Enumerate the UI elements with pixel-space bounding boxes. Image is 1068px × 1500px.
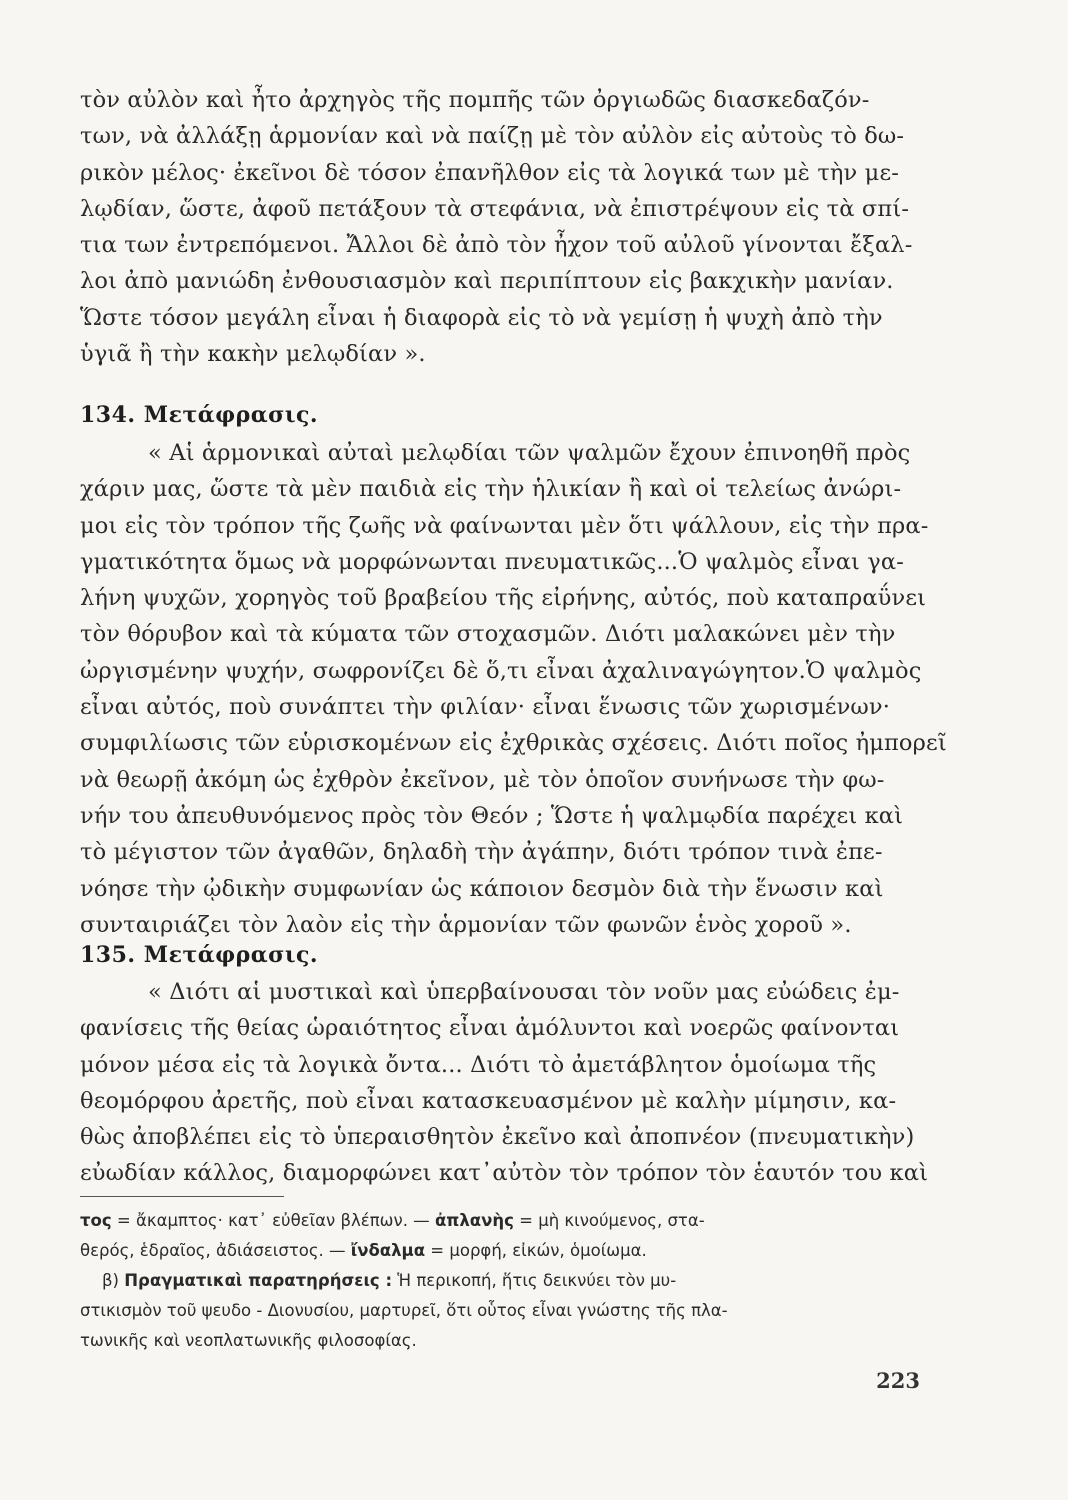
- text-line: εἶναι αὐτός, ποὺ συνάπτει τὴν φιλίαν· εἶναι ἕνωσις τῶν χωρισμένων·: [80, 694, 891, 721]
- text-line: φανίσεις τῆς θείας ὡραιότητος εἶναι ἀμόλυντοι καὶ νοερῶς φαίνονται: [80, 1015, 900, 1042]
- footnote-divider: [80, 1196, 284, 1197]
- text-line: τὸν αὐλὸν καὶ ἦτο ἀρχηγὸς τῆς πομπῆς τῶν ὀργιωδῶς διασκεδαζόν-: [80, 87, 870, 113]
- text-line: λῳδίαν, ὥστε, ἀφοῦ πετάξουν τὰ στεφάνια, νὰ ἐπιστρέψουν εἰς τὰ σπί-: [80, 195, 910, 222]
- text-line: « Διότι αἱ μυστικαὶ καὶ ὑπερβαίνουσαι τὸν νοῦν μας εὐώδεις ἐμ-: [148, 979, 900, 1005]
- text-line: νὰ θεωρῇ ἀκόμη ὡς ἐχθρὸν ἐκεῖνον, μὲ τὸν ὁποῖον συνήνωσε τὴν φω-: [80, 766, 885, 793]
- text-line: ρικὸν μέλος· ἐκεῖνοι δὲ τόσον ἐπανῆλθον εἰς τὰ λογικά των μὲ τὴν με-: [80, 159, 900, 186]
- text-line: « Αἱ ἁρμονικαὶ αὐταὶ μελῳδίαι τῶν ψαλμῶν ἔχουν ἐπινοηθῆ πρὸς: [148, 440, 911, 466]
- text-line: μοι εἰς τὸν τρόπον τῆς ζωῆς νὰ φαίνωνται μὲν ὅτι ψάλλουν, εἰς τὴν πρα-: [80, 512, 929, 539]
- text-line: γματικότητα ὅμως νὰ μορφώνωνται πνευματικῶς...Ὁ ψαλμὸς εἶναι γα-: [80, 548, 905, 575]
- section-135-heading: 135. Μετάφρασις.: [80, 942, 319, 968]
- footnote-term: ἴνδαλμα: [350, 1241, 426, 1260]
- text-line: λήνη ψυχῶν, χορηγὸς τοῦ βραβείου τῆς εἰρήνης, αὐτός, ποὺ καταπραΰνει: [80, 585, 927, 612]
- footnote-text: β): [102, 1271, 125, 1290]
- footnote-text: = μορφή, εἰκών, ὁμοίωμα.: [425, 1241, 647, 1260]
- page-number: 223: [876, 1368, 920, 1393]
- footnote-line: [80, 1206, 920, 1236]
- text-line: ὠργισμένην ψυχήν, σωφρονίζει δὲ ὅ,τι εἶναι ἀχαλιναγώγητον.Ὁ ψαλμὸς: [80, 657, 922, 684]
- section-135-paragraph: [80, 974, 928, 1192]
- text-line: ὑγιᾶ ἢ τὴν κακὴν μελῳδίαν ».: [80, 341, 426, 368]
- text-line: τὸ μέγιστον τῶν ἀγαθῶν, δηλαδὴ τὴν ἀγάπην, διότι τρόπον τινὰ ἐπε-: [80, 839, 883, 866]
- footnote-line: [80, 1236, 920, 1266]
- footnote-text: = μὴ κινούμενος, στα-: [513, 1211, 705, 1230]
- text-line: λοι ἀπὸ μανιώδη ἐνθουσιασμὸν καὶ περιπίπτουν εἰς βακχικὴν μανίαν.: [80, 268, 894, 295]
- text-line: τια των ἐντρεπόμενοι. Ἄλλοι δὲ ἀπὸ τὸν ἦχον τοῦ αὐλοῦ γίνονται ἔξαλ-: [80, 232, 913, 259]
- section-134-heading: 134. Μετάφρασις.: [80, 402, 319, 428]
- footnote-text: = ἄκαμπτος· κατ᾽ εὐθεῖαν βλέπων. —: [111, 1211, 435, 1230]
- intro-paragraph: [80, 82, 912, 372]
- footnote-term: ἀπλανὴς: [434, 1211, 514, 1230]
- footnote-text: θερός, ἑδραῖος, ἀδιάσειστος. —: [80, 1241, 351, 1260]
- footnote-line: στικισμὸν τοῦ ψευδο - Διονυσίου, μαρτυρεῖ, ὅτι οὗτος εἶναι γνώστης τῆς πλα-: [80, 1301, 728, 1320]
- footnote-line: [80, 1266, 920, 1296]
- footnote-term: Πραγματικαὶ παρατηρήσεις :: [124, 1271, 393, 1290]
- text-line: εὐωδίαν κάλλος, διαμορφώνει κατ᾽αὐτὸν τὸν τρόπον τὸν ἑαυτόν του καὶ: [80, 1160, 929, 1187]
- text-line: θὼς ἀποβλέπει εἰς τὸ ὑπεραισθητὸν ἐκεῖνο καὶ ἀποπνέον (πνευματικὴν): [80, 1124, 915, 1151]
- footnotes: [80, 1206, 920, 1356]
- text-line: συνταιριάζει τὸν λαὸν εἰς τὴν ἁρμονίαν τῶν φωνῶν ἑνὸς χοροῦ ».: [80, 911, 852, 938]
- text-line: νήν του ἀπευθυνόμενος πρὸς τὸν Θεόν ; Ὥστε ἡ ψαλμῳδία παρέχει καὶ: [80, 802, 904, 829]
- text-line: θεομόρφου ἀρετῆς, ποὺ εἶναι κατασκευασμένον μὲ καλὴν μίμησιν, κα-: [80, 1087, 897, 1114]
- text-line: Ὥστε τόσον μεγάλη εἶναι ἡ διαφορὰ εἰς τὸ νὰ γεμίσῃ ἡ ψυχὴ ἀπὸ τὴν: [80, 304, 883, 331]
- text-line: μόνον μέσα εἰς τὰ λογικὰ ὄντα... Διότι τὸ ἀμετάβλητον ὁμοίωμα τῆς: [80, 1051, 877, 1078]
- footnote-term: τος: [80, 1211, 112, 1230]
- text-line: συμφιλίωσις τῶν εὑρισκομένων εἰς ἐχθρικὰς σχέσεις. Διότι ποῖος ἠμπορεῖ: [80, 730, 947, 757]
- footnote-text: Ἡ περικοπή, ἥτις δεικνύει τὸν μυ-: [392, 1271, 677, 1290]
- text-line: χάριν μας, ὥστε τὰ μὲν παιδιὰ εἰς τὴν ἡλικίαν ἢ καὶ οἱ τελείως ἀνώρι-: [80, 476, 902, 503]
- footnote-line: τωνικῆς καὶ νεοπλατωνικῆς φιλοσοφίας.: [80, 1331, 417, 1350]
- text-line: τὸν θόρυβον καὶ τὰ κύματα τῶν στοχασμῶν. Διότι μαλακώνει μὲν τὴν: [80, 621, 896, 648]
- section-134-paragraph: [80, 435, 947, 943]
- text-line: νόησε τὴν ᾠδικὴν συμφωνίαν ὡς κάποιον δεσμὸν διὰ τὴν ἕνωσιν καὶ: [80, 875, 884, 902]
- text-line: των, νὰ ἀλλάξῃ ἁρμονίαν καὶ νὰ παίζῃ μὲ τὸν αὐλὸν εἰς αὐτοὺς τὸ δω-: [80, 123, 905, 150]
